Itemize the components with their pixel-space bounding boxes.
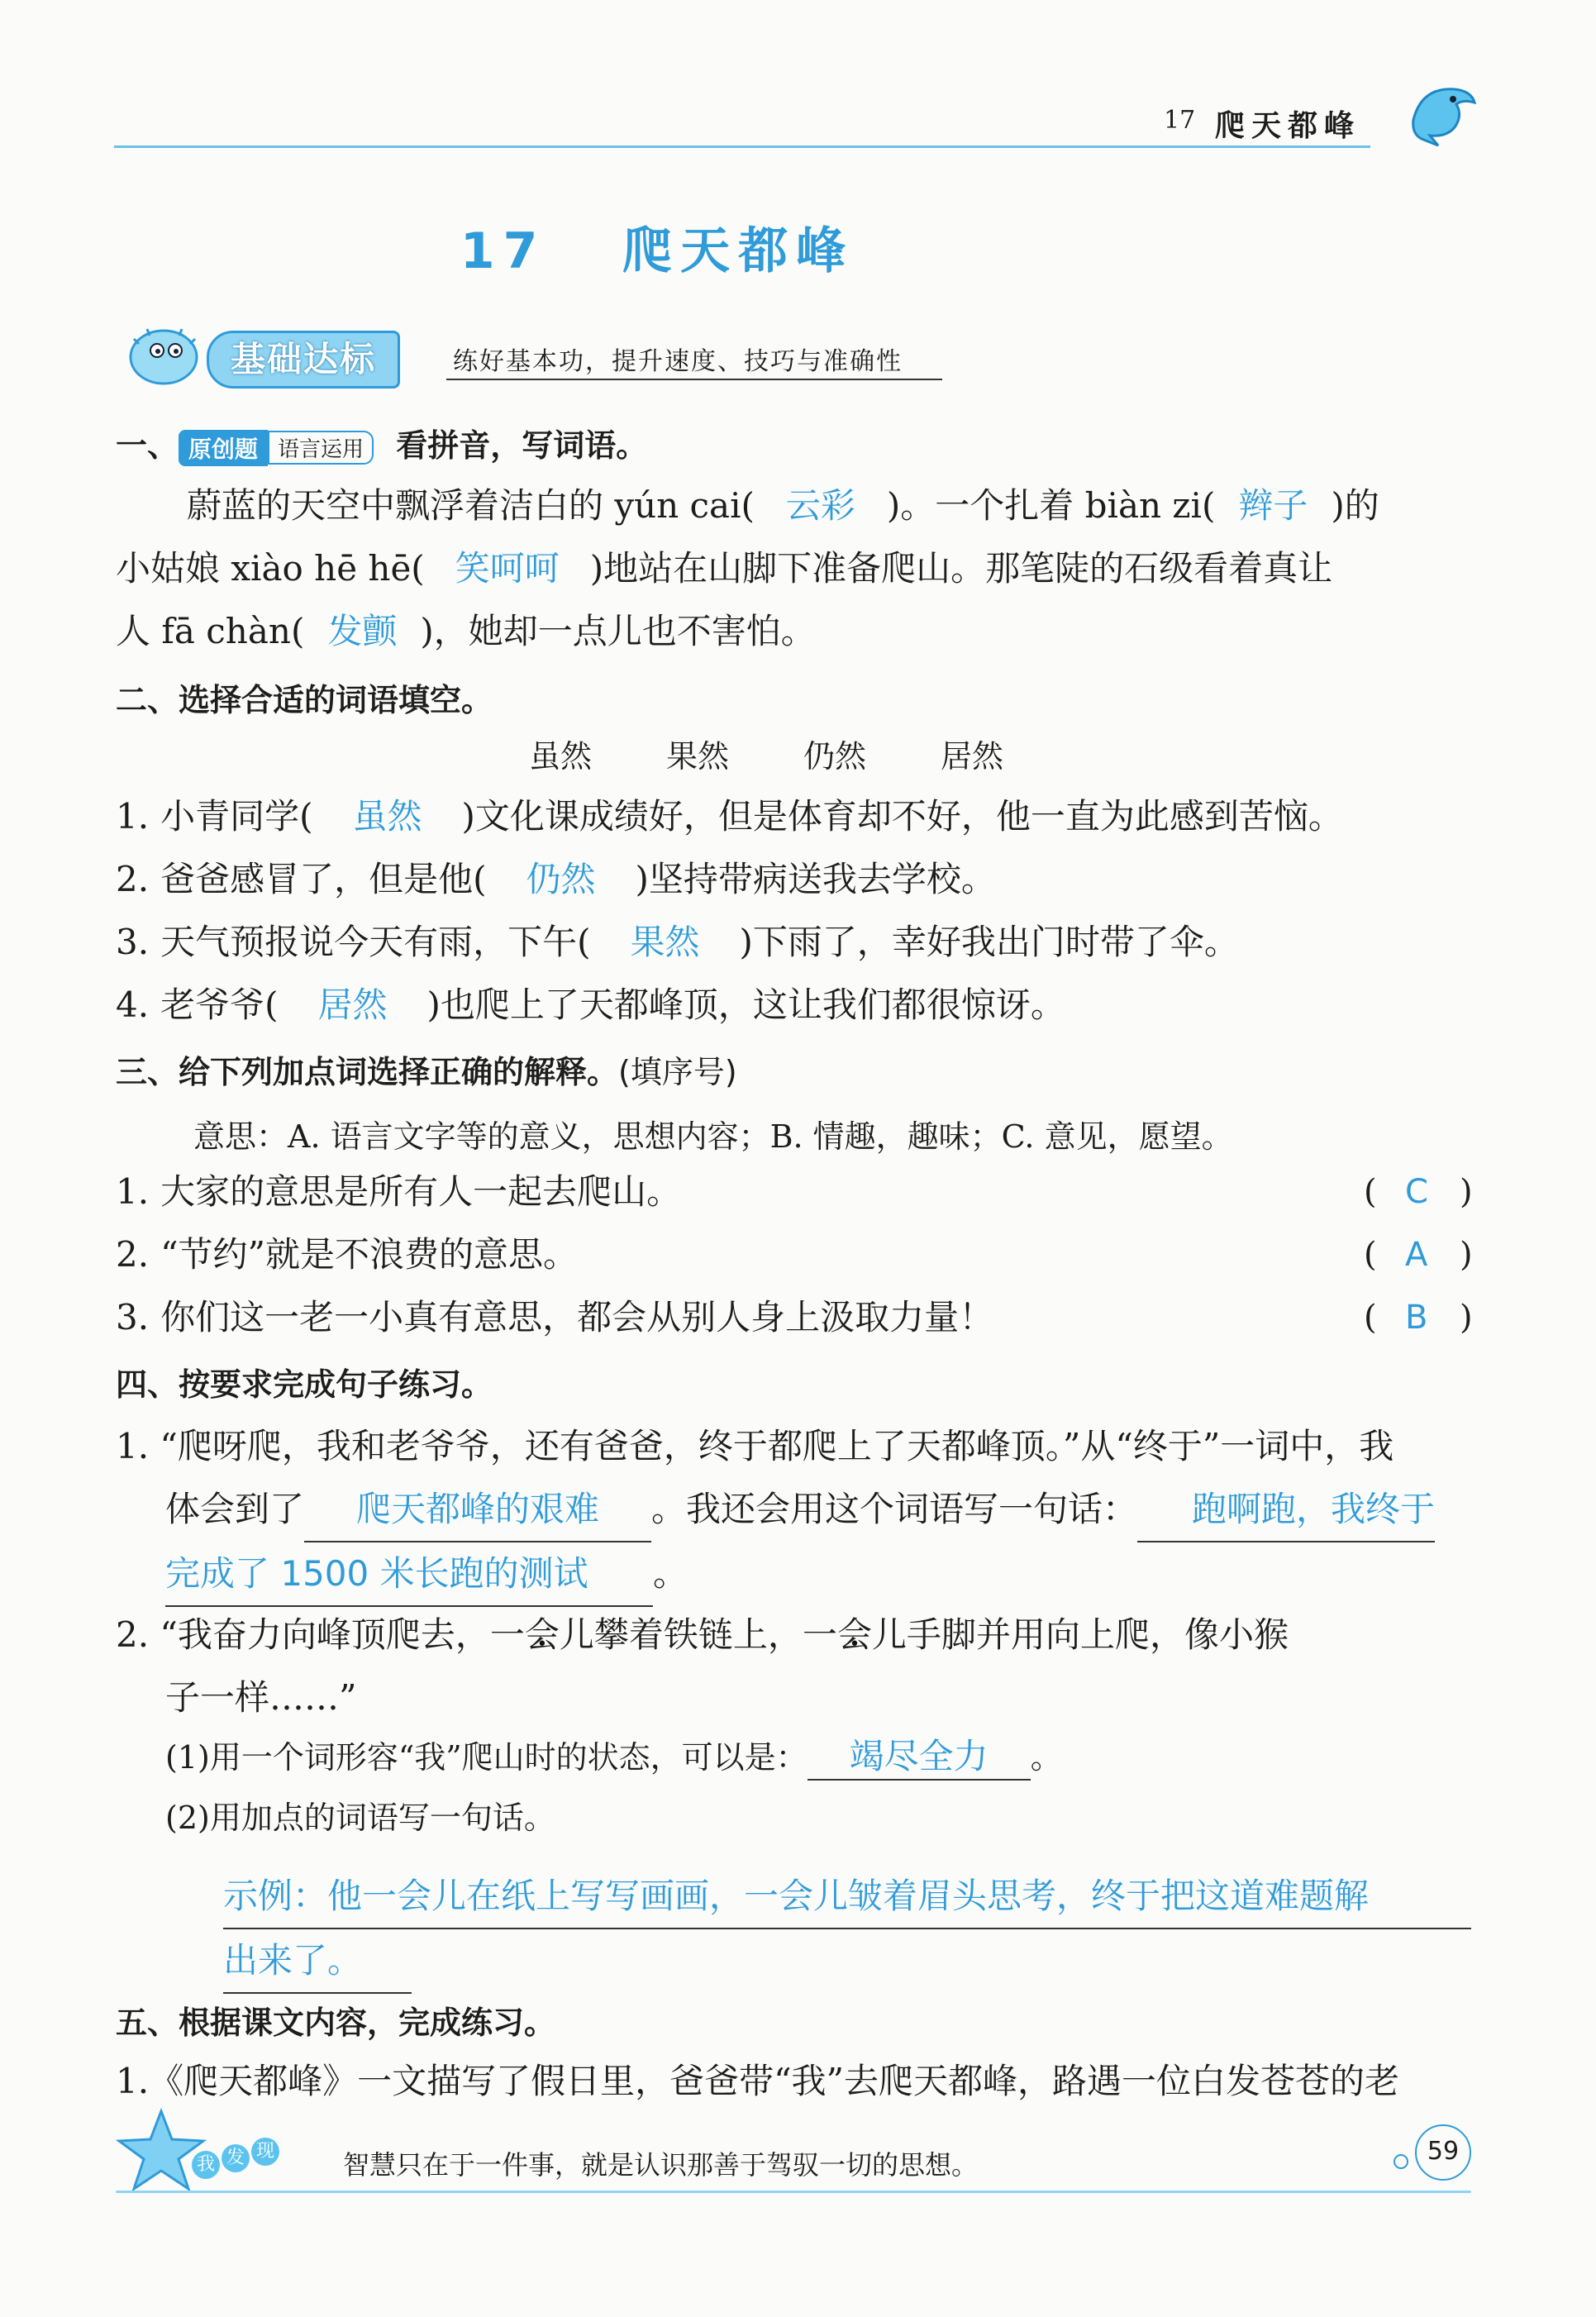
section-banner: 基础达标	[207, 331, 400, 389]
q2-heading: 二、选择合适的词语填空。	[116, 682, 493, 718]
q2-options: 虽然 果然 仍然 居然	[529, 738, 1004, 775]
q4-item-2: 2. “我奋力向峰顶爬去，一会儿攀着铁链上，一会儿手脚并用向上爬，像小猴 子一样……”	[116, 1614, 1289, 1718]
starfish-icon	[116, 2108, 207, 2191]
header-lesson-title: 爬天都峰	[1215, 109, 1361, 143]
section-subtitle: 练好基本功，提升速度、技巧与准确性	[453, 347, 903, 376]
q4-sub-2-answer: 示例：他一会儿在纸上写写画画，一会儿皱着眉头思考，终于把这道难题解 出来了。	[223, 1865, 1479, 1994]
bubble-icon	[1394, 2154, 1408, 2169]
q4-heading: 四、按要求完成句子练习。	[116, 1366, 493, 1403]
list-item: 1. 大家的意思是所有人一起去爬山。 ( C )	[116, 1171, 1473, 1212]
list-item: 3. 你们这一老一小真有意思，都会从别人身上汲取力量！ ( B )	[116, 1297, 1473, 1337]
dolphin-icon	[1405, 74, 1479, 152]
q1-heading: 一、 原创题 语言运用 看拼音，写词语。	[116, 420, 647, 466]
list-item: 1. 小青同学( 虽然 )文化课成绩好，但是体育却不好，他一直为此感到苦恼。	[116, 796, 1343, 837]
list-item: 4. 老爷爷( 居然 )也爬上了天都峰顶，这让我们都很惊讶。	[116, 984, 1065, 1025]
q5-item-1: 1.《爬天都峰》一文描写了假日里，爸爸带“我”去爬天都峰，路遇一位白发苍苍的老	[116, 2061, 1400, 2101]
pufferfish-icon	[124, 322, 203, 392]
q4-sub-1: (1)用一个词形容“我”爬山时的状态，可以是： 竭尽全力 。	[165, 1729, 1062, 1781]
answer-blank: 云彩	[785, 485, 855, 526]
starfish-badge: 我 发 现	[116, 2108, 298, 2191]
q3-items	[116, 1161, 1488, 1349]
q5-heading: 五、根据课文内容，完成练习。	[116, 2005, 556, 2041]
header-lesson-number: 17	[1164, 106, 1196, 135]
q4-sub-2: (2)用加点的词语写一句话。	[165, 1800, 555, 1836]
answer-blank: 辫子	[1238, 485, 1308, 526]
list-item: 3. 天气预报说今天有雨，下午( 果然 )下雨了，幸好我出门时带了伞。	[116, 922, 1239, 962]
footer-quote: 智慧只在于一件事，就是认识那善于驾驭一切的思想。	[343, 2149, 979, 2181]
language-use-tag: 语言运用	[268, 431, 374, 465]
q1-paragraph: 蔚蓝的天空中飘浮着洁白的 yún cai( 云彩 )。一个扎着 biàn zi( 辫子 )的 小姑娘 xiào hē hē( 笑呵呵 )地站在山脚下准备爬山。那笔陡的石级看着真让 人 fā chàn( 发颤 )，她却一点儿也不害怕。	[116, 474, 1488, 663]
q2-items	[116, 785, 1488, 1037]
list-item: 2. “节约”就是不浪费的意思。 ( A )	[116, 1234, 1473, 1275]
footer-divider	[116, 2191, 1471, 2193]
q3-definitions: 意思：A. 语言文字等的意义，思想内容；B. 情趣，趣味；C. 意见，愿望。	[193, 1118, 1233, 1155]
lesson-title: 17 爬天都峰	[460, 222, 855, 280]
original-question-tag: 原创题	[179, 430, 268, 466]
header-divider	[114, 145, 1370, 148]
page-number: 59	[1415, 2124, 1471, 2181]
answer-blank: 发颤	[327, 611, 398, 651]
q4-item-1: 1. “爬呀爬，我和老爷爷，还有爸爸，终于都爬上了天都峰顶。”从“终于”一词中，我 体会到了 爬天都峰的艰难 。我还会用这个词语写一句话： 跑啊跑，我终于 完成了 1500 米长跑的测试 。	[116, 1415, 1488, 1607]
section-underline	[446, 379, 942, 380]
q3-heading: 三、给下列加点词选择正确的解释。(填序号)	[116, 1054, 737, 1090]
list-item: 2. 爸爸感冒了，但是他( 仍然 )坚持带病送我去学校。	[116, 859, 996, 899]
answer-blank: 笑呵呵	[455, 548, 560, 589]
